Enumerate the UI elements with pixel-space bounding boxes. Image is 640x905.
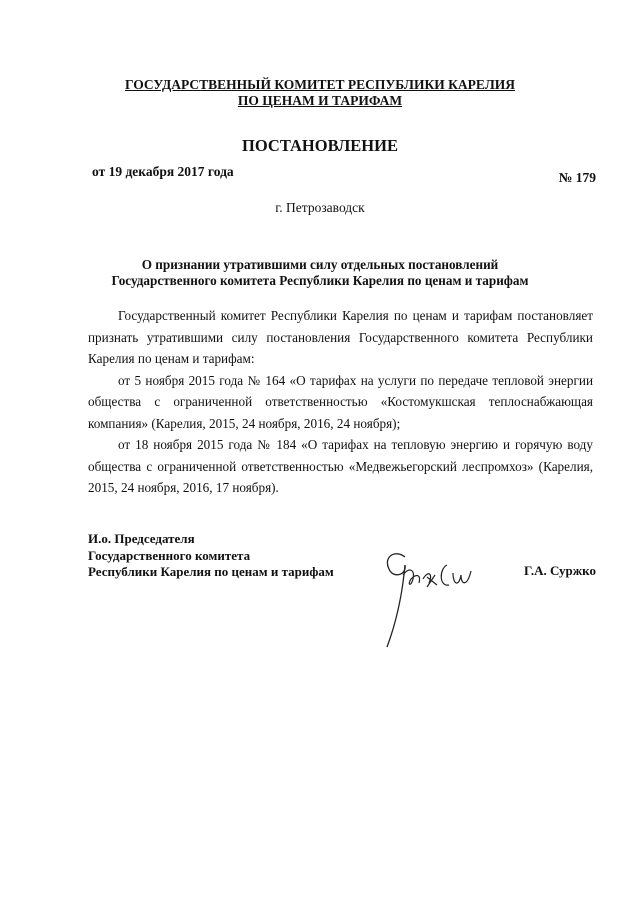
signatory-block [88,531,334,581]
body-item-1-paragraph: от 5 ноября 2015 года № 164 «О тарифах на услуги по передаче тепловой энергии общества с ограниченной ответственностью «Костомукшская теплоснабжающая компания» (Карелия, 2015, 24 ноября, 2016, 24 ноября); [88,372,593,431]
document-type-title: ПОСТАНОВЛЕНИЕ [242,136,398,155]
header-line-2: ПО ЦЕНАМ И ТАРИФАМ [237,93,403,108]
document-date: от 19 декабря 2017 года [92,164,234,179]
signatory-line-1: И.о. Председателя [88,531,195,546]
subject-line-1: О признании утратившими силу отдельных постановлений [141,257,499,272]
document-body [88,305,593,499]
document-city: г. Петрозаводск [275,200,365,215]
signatory-name: Г.А. Суржко [524,563,596,578]
signatory-line-2: Государственного комитета [88,547,251,563]
body-intro-paragraph: Государственный комитет Республики Карелия по ценам и тарифам постановляет признать утратившими силу постановления Государственного комитета Республики Карелия по ценам и тарифам: [88,308,593,366]
body-item-2-paragraph: от 18 ноября 2015 года № 184 «О тарифах на тепловую энергию и горячую воду общества с ограниченной ответственностью «Медвежьегорский леспромхоз» (Карелия, 2015, 24 ноября, 2016, 17 ноября). [88,437,593,495]
subject [0,257,640,289]
handwritten-signature [375,535,485,655]
signatory-line-3: Республики Карелия по ценам и тарифам [88,564,334,579]
subject-line-2: Государственного комитета Республики Карелия по ценам и тарифам [111,273,529,288]
header-line-1: ГОСУДАРСТВЕННЫЙ КОМИТЕТ РЕСПУБЛИКИ КАРЕЛИЯ [124,77,516,92]
document-number: № 179 [558,170,596,185]
